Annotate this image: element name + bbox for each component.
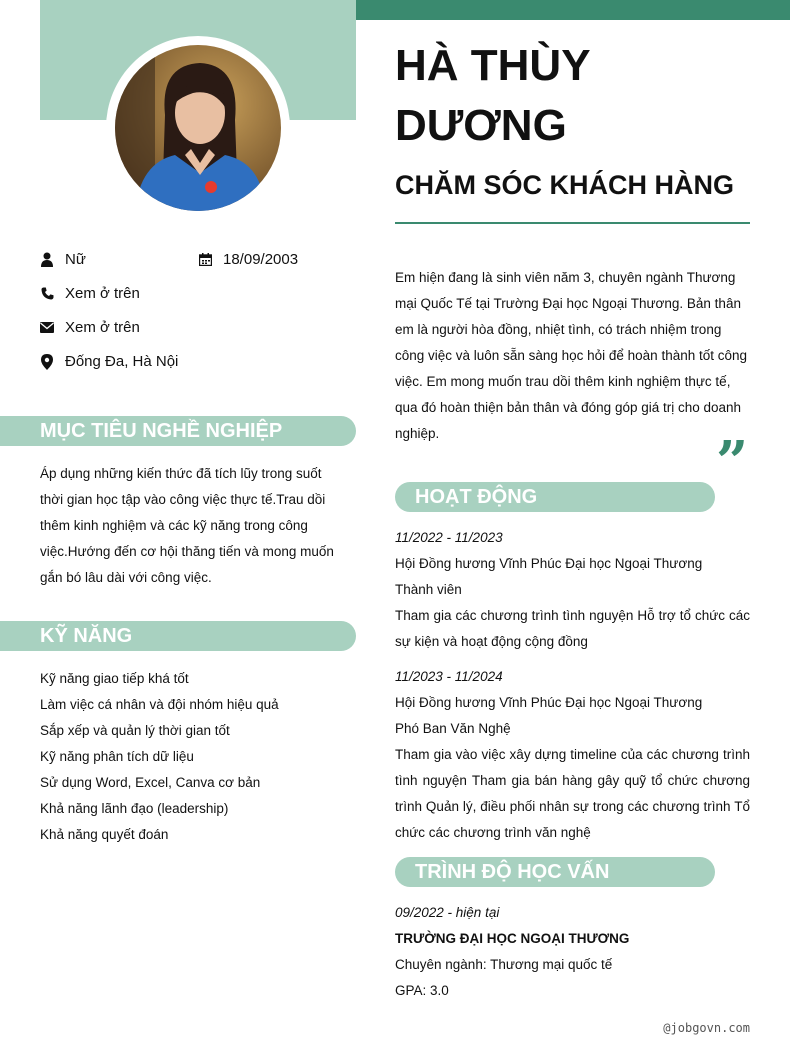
phone-info	[40, 285, 140, 302]
activity-role: Phó Ban Văn Nghệ	[395, 721, 511, 736]
education-heading: TRÌNH ĐỘ HỌC VẤN	[395, 857, 715, 887]
activity-date: 11/2023 - 11/2024	[395, 669, 503, 684]
gender-value: Nữ	[65, 251, 86, 268]
activities-heading: HOẠT ĐỘNG	[395, 482, 715, 512]
activity-entry	[395, 525, 750, 655]
top-accent-bar	[356, 0, 790, 20]
candidate-name: HÀ THÙY DƯƠNG	[395, 41, 590, 150]
school-name: TRƯỜNG ĐẠI HỌC NGOẠI THƯƠNG	[395, 931, 630, 946]
quote-icon: ”	[716, 429, 749, 495]
avatar	[115, 45, 281, 211]
skill-item: Khả năng lãnh đạo (leadership)	[40, 801, 229, 816]
skill-item: Kỹ năng giao tiếp khá tốt	[40, 671, 189, 686]
skill-item: Sử dụng Word, Excel, Canva cơ bản	[40, 775, 261, 790]
activity-organization: Hội Đồng hương Vĩnh Phúc Đại học Ngoại Thương	[395, 695, 703, 710]
skills-heading: KỸ NĂNG	[0, 621, 356, 651]
envelope-icon	[40, 320, 54, 336]
activity-organization: Hội Đồng hương Vĩnh Phúc Đại học Ngoại Thương	[395, 556, 703, 571]
education-date: 09/2022 - hiện tại	[395, 905, 500, 920]
person-icon	[40, 252, 54, 268]
skill-item: Khả năng quyết đoán	[40, 827, 169, 842]
birthdate-info	[198, 251, 298, 268]
activity-date: 11/2022 - 11/2023	[395, 530, 503, 545]
email-info	[40, 319, 140, 336]
activity-role: Thành viên	[395, 582, 462, 597]
education-gpa: GPA: 3.0	[395, 983, 449, 998]
profile-summary: Em hiện đang là sinh viên năm 3, chuyên ngành Thương mại Quốc Tế tại Trường Đại học Ngoại Thương. Bản thân em là người hòa đồng, nhiệt tình, có trách nhiệm trong công việc và luôn sẵn sàng học hỏi để hoàn thành tốt công việc. Em mong muốn trau dồi thêm kinh nghiệm thực tế, qua đó hoàn thiện bản thân và đóng góp giá trị cho doanh nghiệp.	[395, 270, 748, 441]
gender-info	[40, 251, 86, 268]
skill-item: Kỹ năng phân tích dữ liệu	[40, 749, 194, 764]
email-value: Xem ở trên	[65, 319, 140, 336]
skill-item: Làm việc cá nhân và đội nhóm hiệu quả	[40, 697, 279, 712]
activity-entry	[395, 664, 750, 846]
title-divider	[395, 222, 750, 224]
address-info	[40, 353, 178, 370]
calendar-icon	[198, 252, 212, 268]
objective-heading: MỤC TIÊU NGHỀ NGHIỆP	[0, 416, 356, 446]
birthdate-value: 18/09/2003	[223, 251, 299, 268]
address-value: Đống Đa, Hà Nội	[65, 353, 179, 370]
job-title: CHĂM SÓC KHÁCH HÀNG	[395, 170, 734, 200]
skills-list	[40, 666, 279, 848]
education-entry	[395, 900, 750, 1004]
activity-description: Tham gia các chương trình tình nguyện Hỗ trợ tổ chức các sự kiện và hoạt động cộng đồng	[395, 608, 750, 649]
footer-watermark: @jobgovn.com	[663, 1021, 750, 1035]
phone-value: Xem ở trên	[65, 285, 140, 302]
activity-description: Tham gia vào việc xây dựng timeline của các chương trình tình nguyện Tham gia bán hàng gây quỹ tổ chức chương trình Quản lý, điều phối nhân sự trong các chương trình Tổ chức các chương trình văn nghệ	[395, 747, 750, 840]
phone-icon	[40, 286, 54, 302]
objective-text: Áp dụng những kiến thức đã tích lũy trong suốt thời gian học tập vào công việc thực tế.Trau dồi thêm kinh nghiệm và các kỹ năng trong công việc.Hướng đến cơ hội thăng tiến và mong muốn gắn bó lâu dài với công việc.	[40, 466, 334, 585]
skill-item: Sắp xếp và quản lý thời gian tốt	[40, 723, 230, 738]
map-pin-icon	[40, 354, 54, 370]
education-major: Chuyên ngành: Thương mại quốc tế	[395, 957, 613, 972]
